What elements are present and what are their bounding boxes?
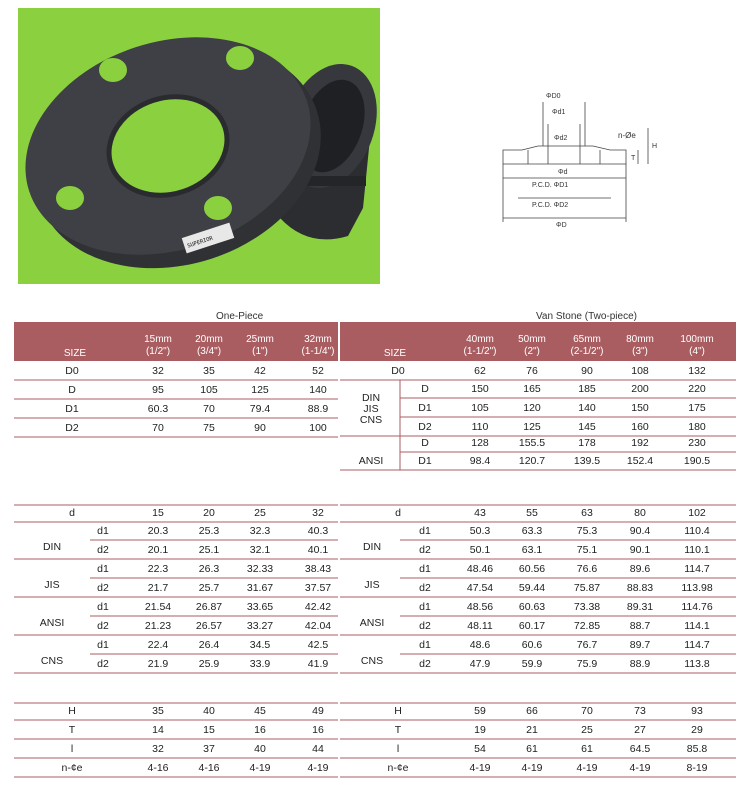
left-dim-label: D2 xyxy=(65,422,79,434)
right-group-standard-label: DIN xyxy=(361,392,381,404)
right-bottom-value: 93 xyxy=(691,705,703,717)
right-d1-value: 110.4 xyxy=(684,525,710,537)
right-d2-value: 59.44 xyxy=(518,582,546,594)
left-bottom-value: 16 xyxy=(254,724,266,736)
right-d1-value: 48.6 xyxy=(469,639,491,651)
left-standard-label: ANSI xyxy=(39,617,65,629)
right-bottom-value: 4-19 xyxy=(629,762,651,774)
right-bottom-value: 21 xyxy=(526,724,538,736)
left-d1-value: 26.4 xyxy=(198,639,220,651)
left-dim-value: 52 xyxy=(312,365,324,377)
right-bottom-value: 25 xyxy=(581,724,593,736)
right-group-dim-label: D xyxy=(421,437,429,449)
left-bore-label: d2 xyxy=(97,620,109,632)
right-group-dim-label: D1 xyxy=(418,402,432,414)
left-d1-value: 32.33 xyxy=(246,563,274,575)
right-bottom-value: 19 xyxy=(474,724,486,736)
right-d1-value: 48.46 xyxy=(466,563,494,575)
left-size-column-inch: (1/2") xyxy=(145,346,171,357)
left-d1-value: 34.5 xyxy=(249,639,271,651)
left-d-value: 25 xyxy=(254,507,266,519)
left-d1-value: 26.87 xyxy=(195,601,223,613)
right-bottom-value: 4-19 xyxy=(469,762,491,774)
right-group-standard-label: CNS xyxy=(359,414,383,426)
right-bore-label: d2 xyxy=(419,582,431,594)
right-standard-label: ANSI xyxy=(359,617,385,629)
right-bore-label: d1 xyxy=(419,563,431,575)
right-group-dim-value: 160 xyxy=(631,421,649,433)
left-bottom-value: 40 xyxy=(203,705,215,717)
left-bottom-value: 16 xyxy=(312,724,324,736)
diagram-label: n-Øe xyxy=(618,131,636,140)
right-bore-label: d2 xyxy=(419,620,431,632)
right-size-column-mm: 80mm xyxy=(626,334,654,345)
left-d1-value: 32.3 xyxy=(249,525,271,537)
left-bottom-value: 4-19 xyxy=(307,762,329,774)
diagram-label: Φd1 xyxy=(552,109,566,116)
left-size-header: SIZE xyxy=(63,348,87,359)
right-group-dim-value: 165 xyxy=(523,383,541,395)
right-group-dim-value: 110 xyxy=(471,421,489,433)
left-dim-value: 100 xyxy=(309,422,327,434)
right-group-dim-value: 220 xyxy=(688,383,706,395)
diagram-label: P.C.D. ΦD1 xyxy=(532,182,569,189)
left-size-column-mm: 32mm xyxy=(304,334,332,345)
right-standard-label: DIN xyxy=(362,541,382,553)
van-stone-heading: Van Stone (Two-piece) xyxy=(536,311,637,322)
right-d1-value: 114.7 xyxy=(684,639,710,651)
left-d2-value: 37.57 xyxy=(304,582,332,594)
right-bottom-value: 70 xyxy=(581,705,593,717)
right-d1-value: 89.6 xyxy=(629,563,651,575)
right-size-column-mm: 65mm xyxy=(573,334,601,345)
left-d2-value: 42.04 xyxy=(304,620,332,632)
left-bore-label: d1 xyxy=(97,525,109,537)
right-size-column-mm: 100mm xyxy=(680,334,714,345)
left-d1-value: 38.43 xyxy=(304,563,332,575)
left-bottom-value: 37 xyxy=(203,743,215,755)
left-standard-label: DIN xyxy=(42,541,62,553)
left-bottom-value: 32 xyxy=(152,743,164,755)
right-group-dim-value: 185 xyxy=(578,383,596,395)
right-d2-value: 113.8 xyxy=(684,658,710,670)
left-d1-value: 33.65 xyxy=(246,601,274,613)
right-d-value: 63 xyxy=(581,507,593,519)
right-d-value: 43 xyxy=(474,507,486,519)
left-dim-value: 88.9 xyxy=(307,403,329,415)
right-d2-value: 48.11 xyxy=(467,620,493,632)
left-bottom-label: l xyxy=(70,743,74,755)
left-d2-value: 40.1 xyxy=(307,544,329,556)
right-group-dim-value: 175 xyxy=(688,402,706,414)
left-d-value: 32 xyxy=(312,507,324,519)
left-bottom-value: 35 xyxy=(152,705,164,717)
left-dim-value: 75 xyxy=(203,422,215,434)
left-bore-label: d2 xyxy=(97,658,109,670)
right-d2-value: 114.1 xyxy=(684,620,710,632)
left-dim-value: 70 xyxy=(152,422,164,434)
right-d-value: 55 xyxy=(526,507,538,519)
right-bottom-value: 27 xyxy=(634,724,646,736)
right-d2-value: 60.17 xyxy=(518,620,546,632)
right-group-dim-value: 178 xyxy=(578,437,596,449)
right-group-dim-value: 155.5 xyxy=(518,437,546,449)
right-d1-value: 73.38 xyxy=(573,601,601,613)
right-d1-value: 90.4 xyxy=(629,525,651,537)
right-group-dim-value: 192 xyxy=(631,437,649,449)
right-group-dim-value: 139.5 xyxy=(573,455,601,467)
right-size-column-inch: (2-1/2") xyxy=(570,346,604,357)
right-standard-label: CNS xyxy=(360,655,384,667)
left-d2-value: 25.7 xyxy=(198,582,220,594)
right-group-standard-label: JIS xyxy=(363,403,379,415)
right-d2-value: 59.9 xyxy=(521,658,543,670)
right-group-dim-value: 105 xyxy=(471,402,489,414)
left-d2-value: 32.1 xyxy=(249,544,271,556)
right-group-dim-label: D xyxy=(421,383,429,395)
right-d1-value: 75.3 xyxy=(576,525,598,537)
right-d1-value: 76.6 xyxy=(576,563,598,575)
right-bottom-label: l xyxy=(396,743,400,755)
right-d-value: 102 xyxy=(688,507,706,519)
left-d2-value: 26.57 xyxy=(195,620,223,632)
one-piece-heading: One-Piece xyxy=(216,311,264,322)
right-group-dim-value: 150 xyxy=(471,383,489,395)
right-bottom-value: 73 xyxy=(634,705,646,717)
left-d-value: 15 xyxy=(152,507,164,519)
left-d2-value: 25.9 xyxy=(198,658,220,670)
right-bore-label: d2 xyxy=(419,544,431,556)
right-bottom-label: H xyxy=(394,705,402,717)
left-dim-value: 105 xyxy=(200,384,218,396)
right-bottom-value: 66 xyxy=(526,705,538,717)
left-bore-label: d2 xyxy=(97,582,109,594)
left-bore-label: d1 xyxy=(97,601,109,613)
right-d1-value: 76.7 xyxy=(576,639,598,651)
right-d0-value: 90 xyxy=(581,365,593,377)
right-d2-value: 88.7 xyxy=(629,620,651,632)
left-d2-value: 33.27 xyxy=(246,620,274,632)
right-size-column-mm: 40mm xyxy=(466,334,494,345)
right-d1-value: 89.7 xyxy=(629,639,651,651)
right-group-dim-value: 180 xyxy=(688,421,706,433)
left-bottom-value: 4-16 xyxy=(198,762,220,774)
right-bottom-value: 29 xyxy=(691,724,703,736)
left-d-label: d xyxy=(69,507,75,519)
right-bottom-value: 61 xyxy=(526,743,538,755)
right-bore-label: d2 xyxy=(419,658,431,670)
right-bottom-label: n-¢e xyxy=(387,762,409,774)
right-bottom-value: 59 xyxy=(474,705,486,717)
left-size-column-inch: (1") xyxy=(252,346,268,357)
right-d2-value: 75.1 xyxy=(576,544,598,556)
right-group-dim-value: 120 xyxy=(523,402,541,414)
left-d1-value: 42.5 xyxy=(307,639,329,651)
right-d-value: 80 xyxy=(634,507,646,519)
left-standard-label: CNS xyxy=(40,655,64,667)
right-group-dim-label: D2 xyxy=(418,421,432,433)
right-group-dim-value: 128 xyxy=(471,437,489,449)
left-dim-label: D xyxy=(68,384,76,396)
right-bottom-value: 54 xyxy=(474,743,486,755)
right-standard-label: JIS xyxy=(364,579,380,591)
left-d2-value: 21.7 xyxy=(147,582,169,594)
left-d1-value: 22.4 xyxy=(147,639,169,651)
left-bottom-value: 14 xyxy=(152,724,164,736)
right-group-dim-value: 190.5 xyxy=(683,455,711,467)
right-group-dim-value: 140 xyxy=(578,402,596,414)
right-d2-value: 63.1 xyxy=(521,544,543,556)
left-dim-value: 90 xyxy=(254,422,266,434)
right-bottom-label: T xyxy=(394,724,402,736)
right-bottom-value: 85.8 xyxy=(686,743,708,755)
right-group-dim-value: 145 xyxy=(578,421,596,433)
right-group-dim-label: D1 xyxy=(418,455,432,467)
right-d2-value: 110.1 xyxy=(684,544,710,556)
left-bore-label: d1 xyxy=(97,639,109,651)
right-d2-value: 90.1 xyxy=(629,544,651,556)
right-d1-value: 50.3 xyxy=(469,525,491,537)
right-d2-value: 88.9 xyxy=(629,658,651,670)
diagram-label: T xyxy=(631,155,636,162)
left-bottom-value: 45 xyxy=(254,705,266,717)
right-d2-value: 113.98 xyxy=(681,582,713,594)
right-size-column-inch: (3") xyxy=(632,346,648,357)
left-d2-value: 25.1 xyxy=(198,544,220,556)
diagram-label: Φd2 xyxy=(554,135,568,142)
right-d2-value: 47.9 xyxy=(469,658,491,670)
right-group-dim-value: 125 xyxy=(523,421,541,433)
right-group-dim-value: 200 xyxy=(631,383,649,395)
right-d1-value: 114.76 xyxy=(681,601,713,613)
right-d1-value: 60.63 xyxy=(518,601,546,613)
right-group-dim-value: 98.4 xyxy=(469,455,491,467)
left-d1-value: 42.42 xyxy=(304,601,332,613)
left-dim-value: 125 xyxy=(251,384,269,396)
left-d2-value: 20.1 xyxy=(147,544,169,556)
left-d-value: 20 xyxy=(203,507,215,519)
left-d1-value: 22.3 xyxy=(147,563,169,575)
right-d1-value: 89.31 xyxy=(626,601,654,613)
right-d0-value: 132 xyxy=(688,365,706,377)
svg-text:SUPERIOR: SUPERIOR xyxy=(186,235,214,250)
left-d2-value: 31.67 xyxy=(246,582,274,594)
diagram-label: ΦD xyxy=(556,222,567,229)
left-size-column-mm: 25mm xyxy=(246,334,274,345)
right-size-column-inch: (2") xyxy=(524,346,540,357)
left-bore-label: d2 xyxy=(97,544,109,556)
left-d2-value: 21.23 xyxy=(144,620,172,632)
left-bottom-value: 15 xyxy=(203,724,215,736)
left-size-column-inch: (1-1/4") xyxy=(301,346,335,357)
right-bore-label: d1 xyxy=(419,601,431,613)
right-group-dim-value: 152.4 xyxy=(626,455,654,467)
left-header-band xyxy=(14,322,338,361)
left-d1-value: 40.3 xyxy=(307,525,329,537)
right-bottom-value: 61 xyxy=(581,743,593,755)
left-dim-value: 70 xyxy=(203,403,215,415)
left-dim-value: 35 xyxy=(203,365,215,377)
left-bore-label: d1 xyxy=(97,563,109,575)
left-bottom-value: 49 xyxy=(312,705,324,717)
left-d1-value: 21.54 xyxy=(144,601,172,613)
right-size-column-inch: (4") xyxy=(689,346,705,357)
left-dim-value: 42 xyxy=(254,365,266,377)
right-d0-label: D0 xyxy=(391,365,405,377)
diagram-label: P.C.D. ΦD2 xyxy=(532,202,569,209)
right-bottom-value: 4-19 xyxy=(576,762,598,774)
right-group-dim-value: 150 xyxy=(631,402,649,414)
right-d2-value: 72.85 xyxy=(573,620,601,632)
right-d2-value: 47.54 xyxy=(466,582,494,594)
right-bore-label: d1 xyxy=(419,639,431,651)
right-group-dim-value: 120.7 xyxy=(518,455,546,467)
right-bottom-value: 8-19 xyxy=(686,762,708,774)
right-d2-value: 88.83 xyxy=(626,582,654,594)
left-size-column-mm: 15mm xyxy=(144,334,172,345)
right-bottom-value: 4-19 xyxy=(521,762,543,774)
left-bottom-label: n-¢e xyxy=(61,762,83,774)
left-d2-value: 21.9 xyxy=(147,658,169,670)
right-d-label: d xyxy=(395,507,401,519)
diagram-label: H xyxy=(652,143,658,150)
diagram-label: Φd xyxy=(558,169,568,176)
right-d2-value: 50.1 xyxy=(469,544,491,556)
right-d2-value: 75.9 xyxy=(576,658,598,670)
left-dim-value: 95 xyxy=(152,384,164,396)
right-d1-value: 63.3 xyxy=(521,525,543,537)
left-bottom-label: T xyxy=(68,724,76,736)
left-size-column-inch: (3/4") xyxy=(196,346,222,357)
right-size-column-inch: (1-1/2") xyxy=(463,346,497,357)
left-bottom-value: 4-19 xyxy=(249,762,271,774)
right-d1-value: 60.56 xyxy=(518,563,546,575)
left-dim-label: D1 xyxy=(65,403,79,415)
left-d2-value: 33.9 xyxy=(249,658,271,670)
left-dim-value: 140 xyxy=(309,384,327,396)
left-dim-label: D0 xyxy=(65,365,79,377)
right-group-dim-value: 230 xyxy=(688,437,706,449)
right-size-header: SIZE xyxy=(383,348,407,359)
right-d2-value: 75.87 xyxy=(573,582,601,594)
left-dim-value: 79.4 xyxy=(249,403,271,415)
right-group-standard-label: ANSI xyxy=(358,455,384,467)
left-d1-value: 25.3 xyxy=(198,525,220,537)
left-d2-value: 41.9 xyxy=(307,658,329,670)
right-d1-value: 60.6 xyxy=(521,639,543,651)
right-d0-value: 62 xyxy=(474,365,486,377)
right-d1-value: 114.7 xyxy=(684,563,710,575)
right-d0-value: 108 xyxy=(631,365,649,377)
left-size-column-mm: 20mm xyxy=(195,334,223,345)
right-d1-value: 48.56 xyxy=(466,601,494,613)
right-d0-value: 76 xyxy=(526,365,538,377)
diagram-label: ΦD0 xyxy=(546,93,561,100)
right-size-column-mm: 50mm xyxy=(518,334,546,345)
left-bottom-label: H xyxy=(68,705,76,717)
left-bottom-value: 4-16 xyxy=(147,762,169,774)
right-bore-label: d1 xyxy=(419,525,431,537)
left-dim-value: 32 xyxy=(152,365,164,377)
left-dim-value: 60.3 xyxy=(147,403,169,415)
left-bottom-value: 44 xyxy=(312,743,324,755)
left-d1-value: 26.3 xyxy=(198,563,220,575)
left-bottom-value: 40 xyxy=(254,743,266,755)
left-d1-value: 20.3 xyxy=(147,525,169,537)
left-standard-label: JIS xyxy=(44,579,60,591)
right-bottom-value: 64.5 xyxy=(629,743,651,755)
